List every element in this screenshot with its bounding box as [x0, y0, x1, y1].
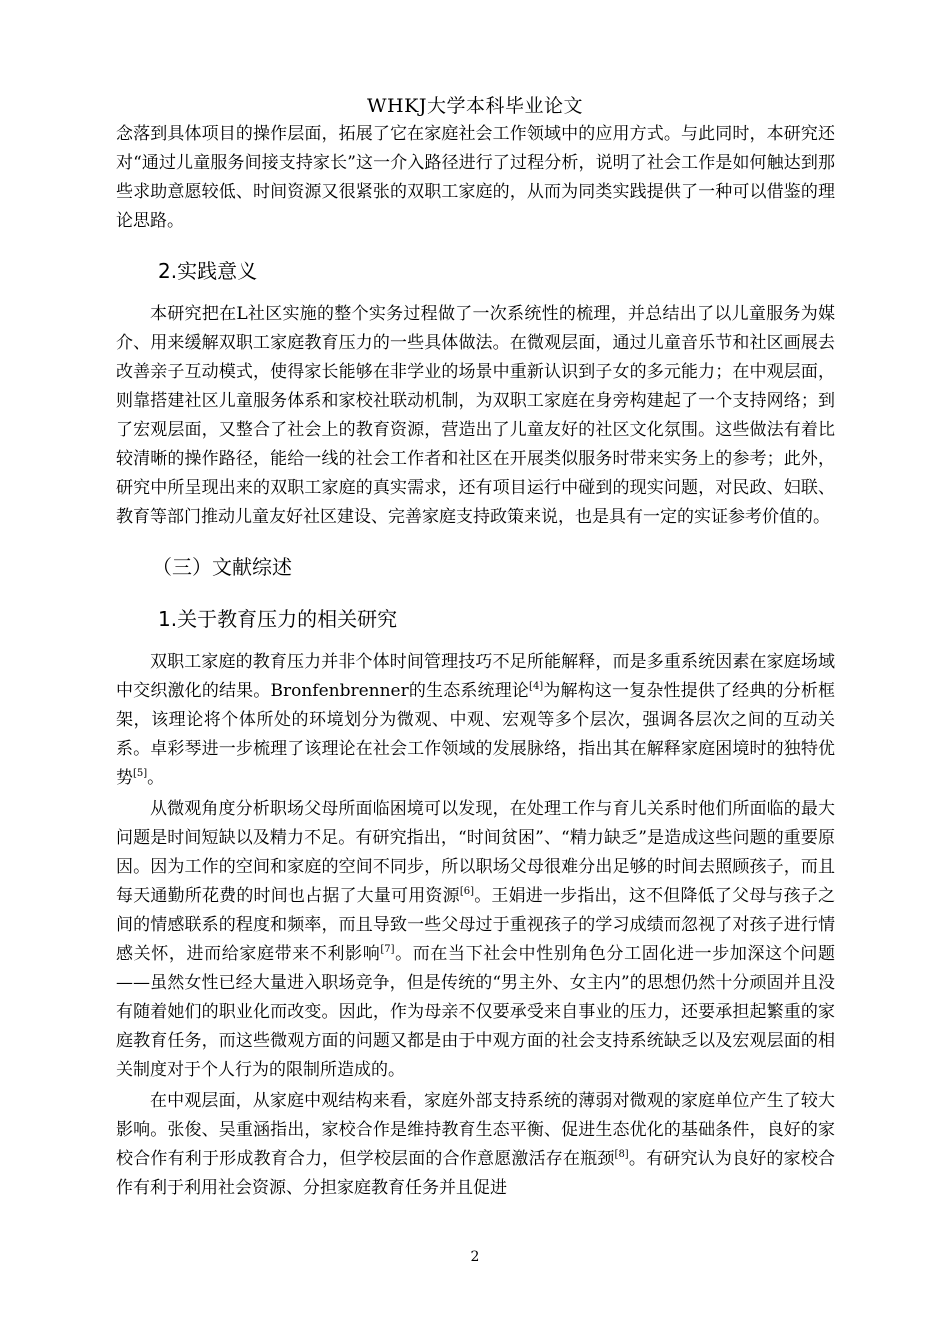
citation-ref: [6]	[459, 886, 474, 897]
page-number: 2	[470, 1249, 480, 1265]
citation-ref: [8]	[614, 1149, 629, 1160]
paragraph-meso-level: 在中观层面，从家庭中观结构来看，家庭外部支持系统的薄弱对微观的家庭单位产生了较大影响。张俊、吴重涵指出，家校合作是维持教育生态平衡、促进生态优化的基础条件，良好的家校合作有利于形成教育合力，但学校层面的合作意愿激活存在瓶颈[8]。有研究认为良好的家校合作有利于利用社会资源、分担家庭教育任务并且促进	[116, 1091, 836, 1198]
paragraph-practical-significance: 本研究把在L社区实施的整个实务过程做了一次系统性的梳理，并总结出了以儿童服务为媒介、用来缓解双职工家庭教育压力的一些具体做法。在微观层面，通过儿童音乐节和社区画展去改善亲子互动模式，使得家长能够在非学业的场景中重新认识到子女的多元能力；在中观层面，则靠搭建社区儿童服务体系和家校社联动机制，为双职工家庭在身旁构建起了一个支持网络；到了宏观层面，又整合了社会上的教育资源，营造出了儿童友好的社区文化氛围。这些做法有着比较清晰的操作路径，能给一线的社会工作者和社区在开展类似服务时带来实务上的参考；此外，研究中所呈现出来的双职工家庭的真实需求，还有项目运行中碰到的现实问题，对民政、妇联、教育等部门推动儿童友好社区建设、完善家庭支持政策来说，也是具有一定的实证参考价值的。	[116, 304, 835, 527]
heading-practical-significance: 2.实践意义	[158, 259, 258, 283]
heading-literature-review: （三）文献综述	[152, 555, 292, 579]
citation-ref: [4]	[529, 681, 544, 692]
body-content	[116, 120, 835, 1203]
paragraph-theory-significance-end: 念落到具体项目的操作层面，拓展了它在家庭社会工作领域中的应用方式。与此同时，本研究还对“通过儿童服务间接支持家长”这一介入路径进行了过程分析，说明了社会工作是如何触达到那些求助意愿较低、时间资源又很紧张的双职工家庭的，从而为同类实践提供了一种可以借鉴的理论思路。	[116, 124, 835, 231]
paragraph-ecological-systems: 双职工家庭的教育压力并非个体时间管理技巧不足所能解释，而是多重系统因素在家庭场域中交织激化的结果。Bronfenbrenner的生态系统理论[4]为解构这一复杂性提供了经典的分析框架，该理论将个体所处的环境划分为微观、中观、宏观等多个层次，强调各层次之间的互动关系。卓彩琴进一步梳理了该理论在社会工作领域的发展脉络，指出其在解释家庭困境时的独特优势[5]。	[116, 652, 835, 788]
citation-ref: [5]	[133, 768, 148, 779]
heading-education-pressure-research: 1.关于教育压力的相关研究	[158, 607, 398, 631]
running-header: WHKJ大学本科毕业论文	[367, 95, 583, 117]
paragraph-micro-level: 从微观角度分析职场父母所面临困境可以发现，在处理工作与育儿关系时他们所面临的最大问题是时间短缺以及精力不足。有研究指出，“时间贫困”、“精力缺乏”是造成这些问题的重要原因。因为工作的空间和家庭的空间不同步，所以职场父母很难分出足够的时间去照顾孩子，而且每天通勤所花费的时间也占据了大量可用资源[6]。王娟进一步指出，这不但降低了父母与孩子之间的情感联系的程度和频率，而且导致一些父母过于重视孩子的学习成绩而忽视了对孩子进行情感关怀，进而给家庭带来不利影响[7]。而在当下社会中性别角色分工固化进一步加深这个问题——虽然女性已经大量进入职场竞争，但是传统的“男主外、女主内”的思想仍然十分顽固并且没有随着她们的职业化而改变。因此，作为母亲不仅要承受来自事业的压力，还要承担起繁重的家庭教育任务，而这些微观方面的问题又都是由于中观方面的社会支持系统缺乏以及宏观层面的相关制度对于个人行为的限制所造成的。	[116, 799, 836, 1080]
citation-ref: [7]	[380, 944, 395, 955]
